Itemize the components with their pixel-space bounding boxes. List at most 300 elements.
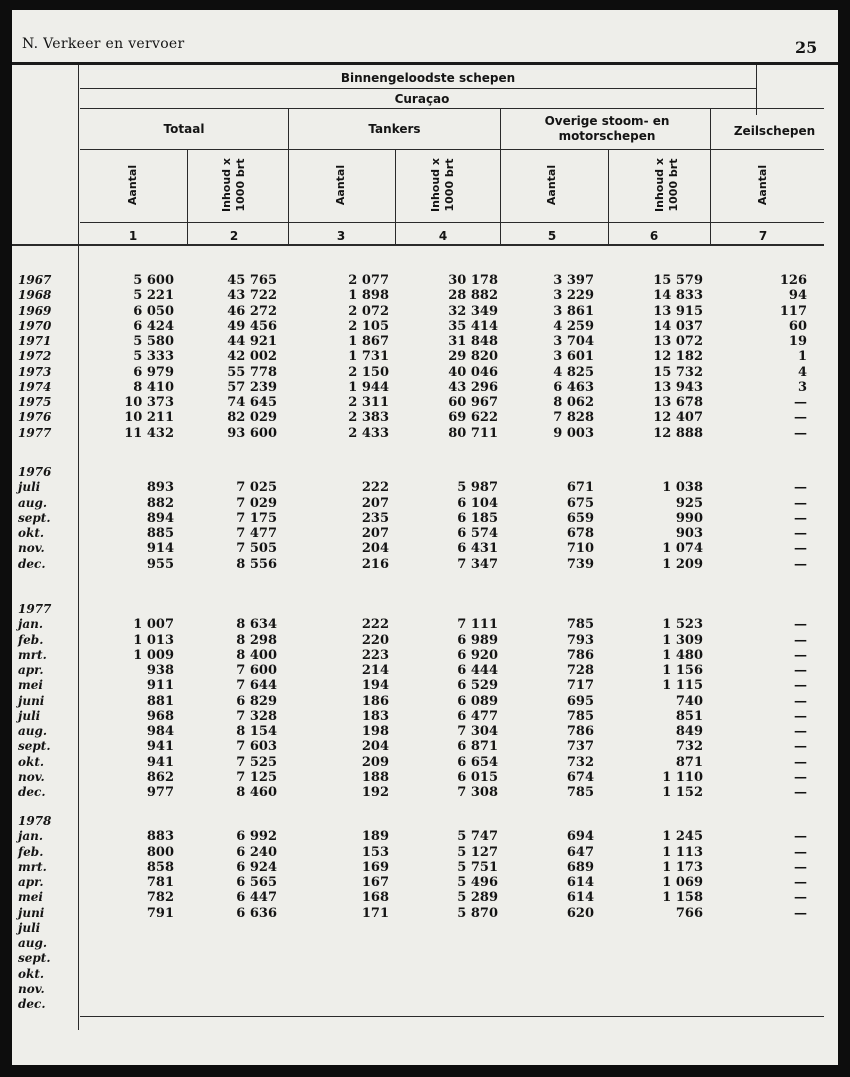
- table-cell-col1: 8 410: [133, 379, 174, 395]
- table-row: [18, 617, 822, 632]
- table-cell-col4: 6 089: [457, 693, 498, 709]
- table-cell-col5: 3 229: [553, 288, 594, 304]
- table-row: [18, 304, 822, 319]
- table-cell-col2: 44 921: [227, 334, 277, 349]
- column-number: 5: [547, 229, 557, 243]
- table-row: [18, 890, 822, 905]
- row-period: aug.: [18, 724, 48, 738]
- header-bottom-rule: [12, 244, 824, 246]
- table-cell-col6: 766: [675, 905, 703, 921]
- column-number: 1: [128, 229, 138, 243]
- table-cell-col1: 941: [146, 754, 174, 770]
- table-cell-col5: 737: [566, 739, 594, 755]
- table-cell-col4: 5 751: [457, 859, 498, 875]
- table-cell-col2: 7 025: [236, 480, 277, 496]
- table-cell-col3: 2 072: [348, 303, 389, 319]
- table-cell-col4: 35 414: [448, 318, 498, 334]
- table-cell-col3: 2 311: [348, 395, 389, 410]
- table-cell-col5: 786: [566, 724, 594, 739]
- table-cell-col1: 984: [146, 724, 174, 739]
- table-cell-col5: 785: [566, 708, 594, 724]
- table-cell-col3: 2 105: [348, 318, 389, 334]
- table-cell-col7: —: [794, 510, 807, 526]
- row-period: 1976: [18, 410, 52, 425]
- table-cell-col6: 1 245: [662, 829, 703, 845]
- table-cell-col3: 207: [361, 526, 389, 541]
- table-cell-col2: 8 400: [236, 647, 277, 663]
- row-period: 1977: [18, 425, 52, 440]
- table-cell-col7: —: [794, 844, 807, 860]
- table-cell-col4: 6 185: [457, 510, 498, 526]
- table-cell-col7: —: [794, 556, 807, 572]
- table-cell-col1: 955: [146, 556, 174, 572]
- table-cell-col6: 12 407: [653, 410, 703, 426]
- table-cell-col2: 6 924: [236, 859, 277, 875]
- table-cell-col1: 11 432: [124, 425, 174, 441]
- table-cell-col6: 13 072: [653, 334, 703, 349]
- table-cell-col1: 1 013: [133, 632, 174, 648]
- table-row: [18, 496, 822, 511]
- row-period: nov.: [18, 981, 45, 996]
- row-period: sept.: [18, 739, 51, 754]
- table-cell-col3: 186: [361, 693, 389, 709]
- table-cell-col3: 2 433: [348, 425, 389, 441]
- section-title: N. Verkeer en vervoer: [22, 36, 185, 52]
- row-period: sept.: [18, 951, 51, 966]
- table-cell-col6: 1 074: [662, 541, 703, 557]
- table-cell-col5: 659: [566, 510, 594, 526]
- table-cell-col4: 5 127: [457, 844, 498, 860]
- column-number: 2: [229, 229, 239, 243]
- table-cell-col4: 40 046: [448, 364, 498, 380]
- table-cell-col2: 7 029: [236, 495, 277, 511]
- table-cell-col7: —: [794, 905, 807, 921]
- table-cell-col3: 192: [361, 785, 389, 800]
- table-cell-col6: 903: [675, 526, 703, 541]
- table-cell-col1: 862: [146, 769, 174, 785]
- table-row: [18, 511, 822, 526]
- table-cell-col5: 8 062: [553, 395, 594, 410]
- table-cell-col5: 717: [566, 678, 594, 694]
- table-cell-col3: 183: [361, 708, 389, 724]
- table-cell-col6: 1 523: [662, 617, 703, 633]
- table-cell-col7: —: [794, 859, 807, 875]
- table-cell-col4: 5 747: [457, 829, 498, 845]
- table-cell-col6: 990: [675, 510, 703, 526]
- table-cell-col2: 82 029: [227, 410, 277, 426]
- table-cell-col4: 69 622: [448, 410, 498, 426]
- table-cell-col1: 882: [146, 495, 174, 511]
- table-row: [18, 755, 822, 770]
- table-cell-col7: —: [794, 693, 807, 709]
- table-cell-col7: —: [794, 708, 807, 724]
- table-cell-col3: 188: [361, 769, 389, 785]
- table-cell-col5: 728: [566, 663, 594, 678]
- table-row: [18, 334, 822, 349]
- table-row: [18, 395, 822, 410]
- table-cell-col4: 6 871: [457, 739, 498, 755]
- table-cell-col1: 968: [146, 708, 174, 724]
- table-cell-col7: —: [794, 495, 807, 511]
- table-cell-col3: 207: [361, 495, 389, 511]
- table-cell-col5: 614: [566, 875, 594, 890]
- table-row: [18, 724, 822, 739]
- table-cell-col5: 4 259: [553, 318, 594, 334]
- row-period: 1971: [18, 334, 52, 348]
- table-cell-col3: 223: [361, 647, 389, 663]
- table-cell-col6: 1 480: [662, 647, 703, 663]
- table-cell-col6: 849: [675, 724, 703, 739]
- table-row: [18, 663, 822, 678]
- row-period: mrt.: [18, 859, 47, 874]
- top-rule: [12, 62, 838, 65]
- table-cell-col4: 5 289: [457, 890, 498, 906]
- table-cell-col1: 5 600: [133, 273, 174, 288]
- table-cell-col1: 914: [146, 541, 174, 557]
- header-rule: [80, 108, 824, 109]
- subcolumn-divider: [608, 149, 609, 244]
- table-cell-col2: 46 272: [227, 303, 277, 319]
- header-group-zeilschepen: Zeilschepen: [733, 124, 816, 138]
- group-divider: [500, 108, 501, 244]
- row-period: 1973: [18, 364, 52, 379]
- subcolumn-divider: [395, 149, 396, 244]
- table-cell-col1: 10 373: [124, 395, 174, 410]
- table-cell-col3: 171: [361, 905, 389, 921]
- header-group-tankers: Tankers: [368, 122, 421, 136]
- row-period: 1974: [18, 379, 52, 394]
- table-cell-col2: 6 636: [236, 905, 277, 921]
- table-cell-col2: 7 600: [236, 663, 277, 678]
- table-cell-col3: 153: [361, 844, 389, 860]
- subcolumn-divider: [187, 149, 188, 244]
- table-row: [18, 365, 822, 380]
- table-cell-col2: 8 298: [236, 632, 277, 648]
- row-period: mei: [18, 678, 43, 693]
- column-number: 7: [758, 229, 768, 243]
- table-row: [18, 709, 822, 724]
- table-cell-col3: 169: [361, 859, 389, 875]
- table-cell-col5: 785: [566, 785, 594, 800]
- table-cell-col7: 19: [788, 334, 807, 349]
- table-row: [18, 319, 822, 334]
- table-row: [18, 770, 822, 785]
- table-cell-col2: 6 565: [236, 875, 277, 890]
- header-rule: [80, 88, 756, 89]
- table-cell-col3: 189: [361, 829, 389, 845]
- table-cell-col4: 6 015: [457, 769, 498, 785]
- table-cell-col7: —: [794, 395, 807, 410]
- table-cell-col6: 1 209: [662, 556, 703, 572]
- table-cell-col7: —: [794, 480, 807, 496]
- table-cell-col6: 1 113: [662, 844, 703, 860]
- table-row: [18, 785, 822, 800]
- table-cell-col2: 93 600: [227, 425, 277, 441]
- table-cell-col7: —: [794, 617, 807, 633]
- row-period: okt.: [18, 754, 45, 769]
- column-number: 6: [649, 229, 659, 243]
- table-cell-col3: 2 077: [348, 273, 389, 288]
- table-cell-col4: 6 654: [457, 754, 498, 770]
- table-cell-col5: 614: [566, 890, 594, 906]
- table-row: [18, 410, 822, 425]
- table-cell-col5: 3 397: [553, 273, 594, 288]
- table-cell-col1: 883: [146, 829, 174, 845]
- table-cell-col4: 7 111: [457, 617, 498, 633]
- table-cell-col2: 45 765: [227, 273, 277, 288]
- table-cell-col4: 6 104: [457, 495, 498, 511]
- row-period: sept.: [18, 510, 51, 525]
- subcol-inhoud-2: Inhoud x 1000 brt: [220, 158, 247, 212]
- table-row: [18, 633, 822, 648]
- table-cell-col5: 732: [566, 754, 594, 770]
- row-period: aug.: [18, 495, 48, 510]
- row-period: okt.: [18, 526, 45, 540]
- row-period: jan.: [18, 617, 44, 632]
- table-cell-col4: 29 820: [448, 349, 498, 365]
- table-cell-col4: 7 308: [457, 785, 498, 800]
- row-period: nov.: [18, 541, 45, 556]
- table-cell-col1: 800: [146, 844, 174, 860]
- table-cell-col7: —: [794, 678, 807, 694]
- table-cell-col1: 941: [146, 739, 174, 755]
- table-cell-col3: 2 150: [348, 364, 389, 380]
- table-cell-col2: 7 477: [236, 526, 277, 541]
- table-cell-col1: 1 009: [133, 647, 174, 663]
- table-cell-col5: 9 003: [553, 425, 594, 441]
- row-period: 1975: [18, 395, 52, 409]
- table-cell-col3: 194: [361, 678, 389, 694]
- table-row: [18, 982, 822, 997]
- table-cell-col7: 60: [788, 318, 807, 334]
- row-period: apr.: [18, 875, 44, 889]
- row-period: mei: [18, 890, 43, 905]
- table-cell-col5: 793: [566, 632, 594, 648]
- table-row: [18, 875, 822, 890]
- table-cell-col5: 620: [566, 905, 594, 921]
- table-cell-col6: 1 156: [662, 663, 703, 678]
- table-cell-col2: 7 175: [236, 510, 277, 526]
- table-cell-col5: 671: [566, 480, 594, 496]
- table-cell-col4: 31 848: [448, 334, 498, 349]
- row-period: feb.: [18, 844, 44, 859]
- table-cell-col3: 235: [361, 510, 389, 526]
- table-row: [18, 678, 822, 693]
- table-row: [18, 845, 822, 860]
- page-number: 25: [795, 38, 818, 57]
- table-cell-col7: —: [794, 647, 807, 663]
- table-cell-col6: 15 579: [653, 273, 703, 288]
- table-cell-col5: 3 861: [553, 303, 594, 319]
- table-cell-col7: 4: [797, 364, 807, 380]
- table-cell-col7: —: [794, 739, 807, 755]
- table-cell-col7: —: [794, 541, 807, 557]
- table-cell-col1: 5 221: [133, 288, 174, 304]
- table-cell-col4: 5 987: [457, 480, 498, 496]
- table-cell-col6: 732: [675, 739, 703, 755]
- table-cell-col2: 8 154: [236, 724, 277, 739]
- table-row: [18, 951, 822, 966]
- table-cell-col1: 893: [146, 480, 174, 496]
- column-number: 4: [438, 229, 448, 243]
- subcol-aantal-3: Aantal: [334, 164, 347, 206]
- table-cell-col5: 675: [566, 495, 594, 511]
- table-cell-col2: 43 722: [227, 288, 277, 304]
- table-row: [18, 480, 822, 495]
- table-cell-col1: 6 050: [133, 303, 174, 319]
- table-cell-col6: 1 152: [662, 785, 703, 800]
- table-cell-col5: 678: [566, 526, 594, 541]
- table-cell-col3: 167: [361, 875, 389, 890]
- table-cell-col4: 30 178: [448, 273, 498, 288]
- table-cell-col6: 1 038: [662, 480, 703, 496]
- table-cell-col3: 220: [361, 632, 389, 648]
- table-cell-col1: 1 007: [133, 617, 174, 633]
- header-rule: [80, 149, 824, 150]
- table-row: [18, 967, 822, 982]
- table-cell-col7: —: [794, 785, 807, 800]
- table-cell-col4: 6 574: [457, 526, 498, 541]
- table-cell-col2: 74 645: [227, 395, 277, 410]
- table-cell-col3: 222: [361, 617, 389, 633]
- table-cell-col3: 1 944: [348, 379, 389, 395]
- table-cell-col5: 3 704: [553, 334, 594, 349]
- table-cell-col2: 7 505: [236, 541, 277, 557]
- table-cell-col7: 126: [779, 273, 807, 288]
- table-cell-col1: 791: [146, 905, 174, 921]
- table-row: [18, 906, 822, 921]
- table-cell-col7: —: [794, 724, 807, 739]
- header-group-totaal: Totaal: [163, 122, 205, 136]
- table-cell-col6: 14 037: [653, 318, 703, 334]
- table-cell-col6: 1 115: [662, 678, 703, 694]
- table-cell-col7: —: [794, 632, 807, 648]
- table-cell-col6: 1 309: [662, 632, 703, 648]
- table-cell-col6: 12 888: [653, 425, 703, 441]
- header-region: Curaçao: [394, 92, 450, 106]
- table-row: [18, 739, 822, 754]
- table-cell-col6: 14 833: [653, 288, 703, 304]
- table-cell-col4: 6 444: [457, 663, 498, 678]
- table-row: [18, 426, 822, 441]
- table-cell-col7: —: [794, 890, 807, 906]
- table-cell-col5: 786: [566, 647, 594, 663]
- row-period: mrt.: [18, 647, 47, 662]
- table-cell-col4: 43 296: [448, 379, 498, 395]
- table-cell-col3: 1 731: [348, 349, 389, 365]
- table-cell-col1: 885: [146, 526, 174, 541]
- table-row: [18, 526, 822, 541]
- table-cell-col7: —: [794, 754, 807, 770]
- table-cell-col6: 1 069: [662, 875, 703, 890]
- table-cell-col6: 15 732: [653, 364, 703, 380]
- table-cell-col5: 6 463: [553, 379, 594, 395]
- table-cell-col6: 1 173: [662, 859, 703, 875]
- row-period: nov.: [18, 769, 45, 784]
- table-cell-col2: 7 125: [236, 769, 277, 785]
- table-cell-col4: 80 711: [448, 425, 498, 441]
- row-period: dec.: [18, 556, 46, 571]
- row-period: 1972: [18, 349, 52, 364]
- table-row: [18, 997, 822, 1012]
- subcol-inhoud-6: Inhoud x 1000 brt: [653, 158, 680, 212]
- row-period: juni: [18, 905, 45, 920]
- row-period: jan.: [18, 829, 44, 844]
- subcol-aantal-1: Aantal: [126, 164, 139, 206]
- table-cell-col5: 710: [566, 541, 594, 557]
- table-cell-col4: 6 989: [457, 632, 498, 648]
- table-cell-col5: 4 825: [553, 364, 594, 380]
- table-cell-col3: 204: [361, 541, 389, 557]
- table-row: [18, 694, 822, 709]
- table-cell-col3: 1 867: [348, 334, 389, 349]
- table-cell-col1: 938: [146, 663, 174, 678]
- header-rule: [80, 222, 824, 223]
- table-cell-col2: 7 644: [236, 678, 277, 694]
- table-cell-col3: 222: [361, 480, 389, 496]
- table-cell-col7: 117: [779, 303, 807, 319]
- table-row: [18, 288, 822, 303]
- table-cell-col5: 689: [566, 859, 594, 875]
- table-cell-col7: —: [794, 425, 807, 441]
- table-row: [18, 541, 822, 556]
- table-cell-col4: 5 496: [457, 875, 498, 890]
- table-cell-col6: 1 158: [662, 890, 703, 906]
- section-year-label: 1977: [18, 602, 52, 616]
- row-period: juni: [18, 693, 45, 708]
- table-cell-col4: 32 349: [448, 303, 498, 319]
- section-year-label: 1976: [18, 465, 52, 479]
- subcol-inhoud-4: Inhoud x 1000 brt: [429, 158, 456, 212]
- table-cell-col1: 6 979: [133, 364, 174, 380]
- table-cell-col1: 781: [146, 875, 174, 890]
- table-cell-col2: 57 239: [227, 379, 277, 395]
- table-cell-col2: 6 240: [236, 844, 277, 860]
- table-cell-col1: 10 211: [124, 410, 174, 426]
- row-period: dec.: [18, 785, 46, 799]
- table-cell-col6: 12 182: [653, 349, 703, 365]
- table-cell-col1: 911: [146, 678, 174, 694]
- table-cell-col1: 977: [146, 785, 174, 800]
- header-top: Binnengeloodste schepen: [340, 71, 516, 85]
- table-cell-col5: 3 601: [553, 349, 594, 365]
- table-cell-col7: —: [794, 875, 807, 890]
- row-period: aug.: [18, 936, 48, 950]
- table-cell-col7: —: [794, 526, 807, 541]
- table-cell-col7: —: [794, 410, 807, 426]
- table-cell-col1: 6 424: [133, 318, 174, 334]
- table-cell-col5: 674: [566, 769, 594, 785]
- table-row: [18, 380, 822, 395]
- table-cell-col6: 13 915: [653, 303, 703, 319]
- table-row: [18, 557, 822, 572]
- table-cell-col1: 782: [146, 890, 174, 906]
- table-cell-col5: 695: [566, 693, 594, 709]
- table-cell-col1: 881: [146, 693, 174, 709]
- subcol-aantal-5: Aantal: [545, 164, 558, 206]
- table-cell-col5: 694: [566, 829, 594, 845]
- table-row: [18, 273, 822, 288]
- table-cell-col2: 8 634: [236, 617, 277, 633]
- table-cell-col6: 13 678: [653, 395, 703, 410]
- row-period: juli: [18, 920, 41, 935]
- table-cell-col5: 739: [566, 556, 594, 572]
- table-bottom-rule: [80, 1016, 824, 1017]
- section-year-label: 1978: [18, 814, 52, 828]
- table-cell-col6: 925: [675, 495, 703, 511]
- table-row: [18, 829, 822, 844]
- table-cell-col7: 1: [797, 349, 807, 365]
